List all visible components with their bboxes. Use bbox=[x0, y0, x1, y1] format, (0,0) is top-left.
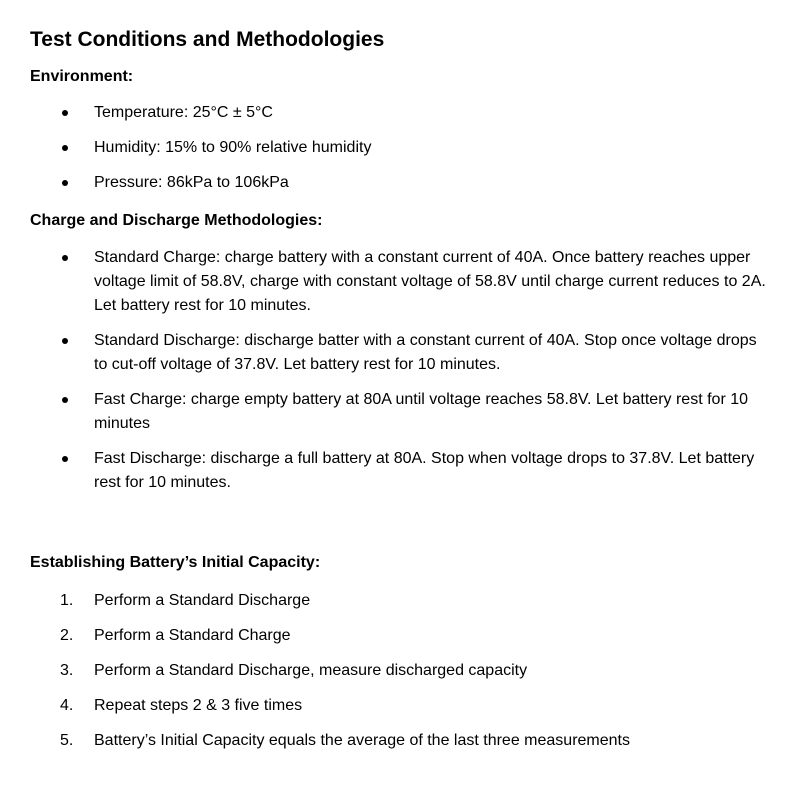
list-item bbox=[0, 101, 791, 125]
bullet-icon bbox=[62, 338, 68, 344]
list-item-text: Perform a Standard Discharge, measure discharged capacity bbox=[94, 662, 528, 679]
page-title: Test Conditions and Methodologies bbox=[30, 28, 385, 51]
list-item-text: Fast Charge: charge empty battery at 80A until voltage reaches 58.8V. Let battery rest for 10 minutes bbox=[94, 391, 749, 432]
bullet-icon bbox=[62, 145, 68, 151]
list-item-text: Perform a Standard Discharge bbox=[94, 592, 311, 609]
step-number: 3. bbox=[60, 662, 74, 679]
list-item-text: Battery’s Initial Capacity equals the average of the last three measurements bbox=[94, 732, 630, 749]
list-item-text: Fast Discharge: discharge a full battery at 80A. Stop when voltage drops to 37.8V. Let battery rest for 10 minutes. bbox=[94, 450, 755, 491]
charge-discharge-list bbox=[0, 246, 791, 506]
bullet-icon bbox=[62, 397, 68, 403]
bullet-icon bbox=[62, 180, 68, 186]
list-item-text: Standard Discharge: discharge batter with a constant current of 40A. Stop once voltage drops to cut-off voltage of 37.8V. Let battery rest for 10 minutes. bbox=[94, 332, 757, 373]
list-item-text: Humidity: 15% to 90% relative humidity bbox=[94, 139, 372, 156]
environment-list bbox=[0, 101, 791, 206]
list-item bbox=[0, 171, 791, 195]
list-item bbox=[0, 694, 791, 718]
list-item-text: Perform a Standard Charge bbox=[94, 627, 291, 644]
list-item-text: Temperature: 25°C ± 5°C bbox=[94, 104, 273, 121]
initial-capacity-steps bbox=[0, 589, 791, 764]
step-number: 5. bbox=[60, 732, 74, 749]
list-item bbox=[0, 624, 791, 648]
list-item bbox=[0, 729, 791, 753]
list-item bbox=[0, 388, 791, 436]
list-item bbox=[0, 246, 791, 318]
list-item bbox=[0, 589, 791, 613]
section-heading-charge-discharge: Charge and Discharge Methodologies: bbox=[30, 212, 323, 229]
list-item-text: Standard Charge: charge battery with a constant current of 40A. Once battery reaches upper voltage limit of 58.8V, charge with constant voltage of 58.8V until charge current reduces to 2A. Let battery rest for 10 minutes. bbox=[94, 249, 766, 314]
list-item bbox=[0, 447, 791, 495]
bullet-icon bbox=[62, 456, 68, 462]
section-heading-environment: Environment: bbox=[30, 68, 134, 85]
list-item bbox=[0, 659, 791, 683]
list-item bbox=[0, 329, 791, 377]
step-number: 4. bbox=[60, 697, 74, 714]
list-item bbox=[0, 136, 791, 160]
step-number: 2. bbox=[60, 627, 74, 644]
list-item-text: Pressure: 86kPa to 106kPa bbox=[94, 174, 289, 191]
bullet-icon bbox=[62, 255, 68, 261]
list-item-text: Repeat steps 2 & 3 five times bbox=[94, 697, 303, 714]
step-number: 1. bbox=[60, 592, 74, 609]
section-heading-initial-capacity: Establishing Battery’s Initial Capacity: bbox=[30, 554, 321, 571]
bullet-icon bbox=[62, 110, 68, 116]
